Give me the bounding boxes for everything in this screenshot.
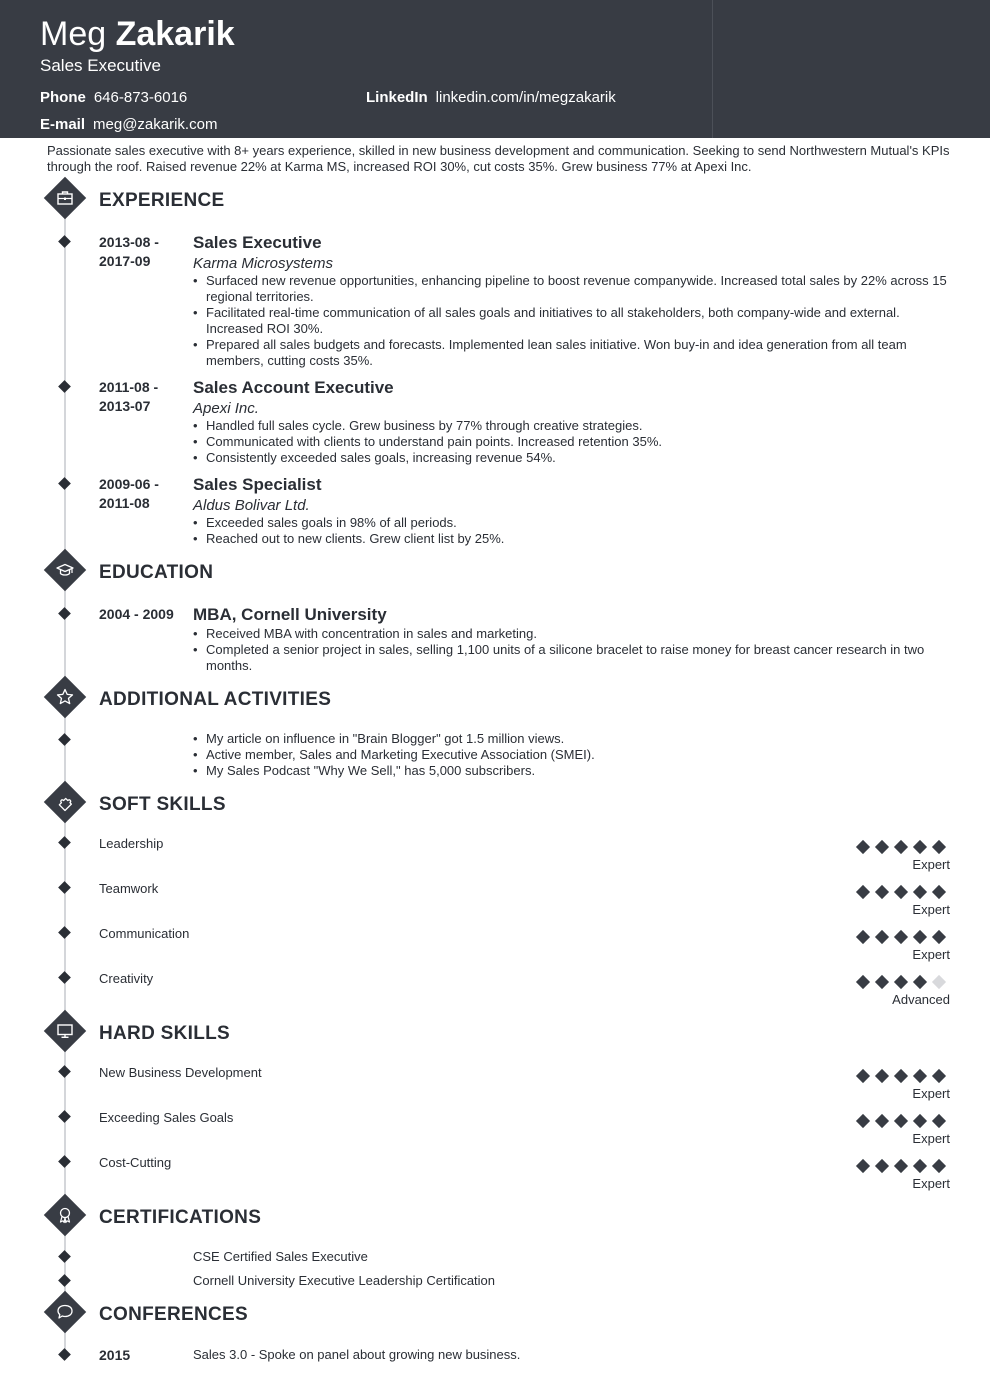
timeline-dot bbox=[58, 1065, 71, 1078]
phone-value: 646-873-6016 bbox=[93, 89, 188, 106]
rating-diamond-filled bbox=[875, 885, 889, 899]
bullet-item: • Received MBA with concentration in sales and marketing. bbox=[193, 626, 953, 642]
candidate-name bbox=[40, 14, 235, 54]
rating-diamond-filled bbox=[856, 930, 870, 944]
rating-diamond-filled bbox=[913, 1159, 927, 1173]
skill-rating bbox=[855, 1069, 950, 1083]
bullet-item: • Surfaced new revenue opportunities, enhancing pipeline to boost revenue companywide. Increased total sales by 22% across 15 regional territories. bbox=[193, 273, 953, 305]
timeline-dot bbox=[58, 1155, 71, 1168]
experience-heading: EXPERIENCE bbox=[99, 190, 225, 211]
speech-bubble-icon bbox=[50, 1297, 80, 1327]
first-name: Meg bbox=[40, 15, 107, 53]
rating-diamond-filled bbox=[932, 930, 946, 944]
soft-skills-heading: SOFT SKILLS bbox=[99, 794, 226, 815]
job-bullets bbox=[193, 273, 953, 369]
job-title: Sales Executive bbox=[193, 233, 322, 252]
rating-diamond-filled bbox=[894, 1159, 908, 1173]
rating-diamond-filled bbox=[856, 840, 870, 854]
bullet-item: • Handled full sales cycle. Grew business by 77% through creative strategies. bbox=[193, 418, 953, 434]
header-divider bbox=[712, 0, 713, 138]
rating-diamond-filled bbox=[856, 1069, 870, 1083]
rating-diamond-filled bbox=[856, 1114, 870, 1128]
email-contact bbox=[40, 116, 217, 134]
rating-diamond-filled bbox=[894, 840, 908, 854]
job-headline: Sales Executive bbox=[40, 56, 161, 75]
rating-diamond-filled bbox=[913, 1114, 927, 1128]
phone-label: Phone bbox=[40, 89, 86, 106]
rating-diamond-filled bbox=[913, 975, 927, 989]
linkedin-label: LinkedIn bbox=[366, 89, 428, 106]
rating-diamond-filled bbox=[894, 975, 908, 989]
company-name: Apexi Inc. bbox=[193, 400, 259, 417]
job-date: 2013-08 - 2017-09 bbox=[99, 234, 159, 269]
rating-diamond-filled bbox=[875, 975, 889, 989]
rating-diamond-filled bbox=[932, 840, 946, 854]
bullet-item: • My article on influence in "Brain Blogger" got 1.5 million views. bbox=[193, 731, 953, 747]
skill-rating bbox=[855, 930, 950, 944]
conference-item: Sales 3.0 - Spoke on panel about growing new business. bbox=[193, 1347, 521, 1362]
skill-name: Communication bbox=[99, 926, 190, 941]
rating-diamond-filled bbox=[875, 1159, 889, 1173]
rating-diamond-filled bbox=[875, 1114, 889, 1128]
rating-diamond-filled bbox=[913, 930, 927, 944]
job-date: 2009-06 - 2011-08 bbox=[99, 476, 159, 511]
activities-bullets bbox=[193, 731, 953, 779]
skill-rating bbox=[855, 975, 950, 989]
resume-header bbox=[0, 0, 990, 138]
skill-name: Teamwork bbox=[99, 881, 159, 896]
rating-diamond-filled bbox=[856, 975, 870, 989]
job-title: Sales Account Executive bbox=[193, 378, 394, 397]
rating-diamond-filled bbox=[913, 840, 927, 854]
skill-level: Expert bbox=[912, 1131, 950, 1146]
bullet-item: • My Sales Podcast "Why We Sell," has 5,000 subscribers. bbox=[193, 763, 953, 779]
timeline-dot bbox=[58, 733, 71, 746]
timeline-dot bbox=[58, 607, 71, 620]
rating-diamond-filled bbox=[875, 840, 889, 854]
skill-level: Expert bbox=[912, 1176, 950, 1191]
bullet-item: • Completed a senior project in sales, selling 1,100 units of a silicone bracelet to raise money for breast cancer research in two months. bbox=[193, 642, 953, 674]
timeline-dot bbox=[58, 1348, 71, 1361]
job-bullets bbox=[193, 515, 953, 547]
degree-title: MBA, Cornell University bbox=[193, 605, 387, 624]
skill-level: Expert bbox=[912, 857, 950, 872]
job-title: Sales Specialist bbox=[193, 475, 322, 494]
timeline-dot bbox=[58, 836, 71, 849]
rating-diamond-filled bbox=[856, 885, 870, 899]
certification-item: Cornell University Executive Leadership Certification bbox=[193, 1273, 496, 1288]
rating-diamond-filled bbox=[913, 885, 927, 899]
skill-name: Exceeding Sales Goals bbox=[99, 1110, 234, 1125]
job-date: 2011-08 - 2013-07 bbox=[99, 379, 159, 414]
rating-diamond-filled bbox=[875, 1069, 889, 1083]
puzzle-icon bbox=[50, 787, 80, 817]
skill-level: Expert bbox=[912, 1086, 950, 1101]
timeline-dot bbox=[58, 1274, 71, 1287]
bullet-item: • Reached out to new clients. Grew client list by 25%. bbox=[193, 531, 953, 547]
skill-rating bbox=[855, 1114, 950, 1128]
company-name: Aldus Bolivar Ltd. bbox=[193, 497, 310, 514]
rating-diamond-filled bbox=[913, 1069, 927, 1083]
skill-rating bbox=[855, 1159, 950, 1173]
timeline-dot bbox=[58, 235, 71, 248]
job-bullets bbox=[193, 418, 953, 466]
bullet-item: • Facilitated real-time communication of all sales goals and initiatives to all stakeholders, both company-wide and external. Increased ROI 30%. bbox=[193, 305, 953, 337]
rating-diamond-filled bbox=[932, 1159, 946, 1173]
bullet-item: • Prepared all sales budgets and forecasts. Implemented lean sales initiative. Won buy-in and idea generation from all team members, cutting costs 35%. bbox=[193, 337, 953, 369]
rating-diamond-filled bbox=[932, 1069, 946, 1083]
bullet-item: • Communicated with clients to understand pain points. Increased retention 35%. bbox=[193, 434, 953, 450]
rating-diamond-filled bbox=[875, 930, 889, 944]
rating-diamond-filled bbox=[932, 1114, 946, 1128]
rating-diamond-empty bbox=[932, 975, 946, 989]
rating-diamond-filled bbox=[894, 1069, 908, 1083]
company-name: Karma Microsystems bbox=[193, 255, 334, 272]
rating-diamond-filled bbox=[894, 885, 908, 899]
star-icon bbox=[50, 682, 80, 712]
rating-diamond-filled bbox=[932, 885, 946, 899]
skill-name: Leadership bbox=[99, 836, 164, 851]
skill-name: Cost-Cutting bbox=[99, 1155, 172, 1170]
timeline-dot bbox=[58, 380, 71, 393]
conferences-heading: CONFERENCES bbox=[99, 1304, 248, 1325]
education-heading: EDUCATION bbox=[99, 562, 214, 583]
email-label: E-mail bbox=[40, 116, 86, 133]
skill-level: Expert bbox=[912, 902, 950, 917]
bullet-item: • Exceeded sales goals in 98% of all periods. bbox=[193, 515, 953, 531]
skill-name: Creativity bbox=[99, 971, 154, 986]
linkedin-contact bbox=[366, 89, 616, 107]
timeline-dot bbox=[58, 971, 71, 984]
summary-paragraph: Passionate sales executive with 8+ years experience, skilled in new business development and communication. Seeking to send Northwestern Mutual's KPIs through the roof. Raised revenue 22% at Karma MS, increased ROI 30%, cut costs 35%. Grew business 77% at Apexi Inc. bbox=[47, 143, 950, 174]
conference-year: 2015 bbox=[99, 1347, 131, 1363]
skill-level: Advanced bbox=[892, 992, 950, 1007]
rating-diamond-filled bbox=[856, 1159, 870, 1173]
graduation-cap-icon bbox=[50, 555, 80, 585]
bullet-item: • Consistently exceeded sales goals, increasing revenue 54%. bbox=[193, 450, 953, 466]
certifications-heading: CERTIFICATIONS bbox=[99, 1207, 262, 1228]
certification-item: CSE Certified Sales Executive bbox=[193, 1249, 368, 1264]
rating-diamond-filled bbox=[894, 1114, 908, 1128]
last-name: Zakarik bbox=[115, 15, 235, 53]
monitor-icon bbox=[50, 1016, 80, 1046]
timeline-dot bbox=[58, 926, 71, 939]
briefcase-icon bbox=[50, 183, 80, 213]
activities-heading: ADDITIONAL ACTIVITIES bbox=[99, 689, 332, 710]
hard-skills-heading: HARD SKILLS bbox=[99, 1023, 231, 1044]
phone-contact bbox=[40, 89, 187, 107]
bullet-item: • Active member, Sales and Marketing Executive Association (SMEI). bbox=[193, 747, 953, 763]
education-date: 2004 - 2009 bbox=[99, 606, 174, 622]
timeline-dot bbox=[58, 881, 71, 894]
timeline-dot bbox=[58, 1110, 71, 1123]
skill-name: New Business Development bbox=[99, 1065, 262, 1080]
skill-rating bbox=[855, 840, 950, 854]
skill-rating bbox=[855, 885, 950, 899]
award-ribbon-icon bbox=[50, 1200, 80, 1230]
linkedin-link[interactable]: linkedin.com/in/megzakarik bbox=[435, 89, 616, 106]
email-link[interactable]: meg@zakarik.com bbox=[93, 116, 218, 133]
timeline-dot bbox=[58, 1250, 71, 1263]
timeline-dot bbox=[58, 477, 71, 490]
education-bullets bbox=[193, 626, 953, 674]
rating-diamond-filled bbox=[894, 930, 908, 944]
skill-level: Expert bbox=[912, 947, 950, 962]
